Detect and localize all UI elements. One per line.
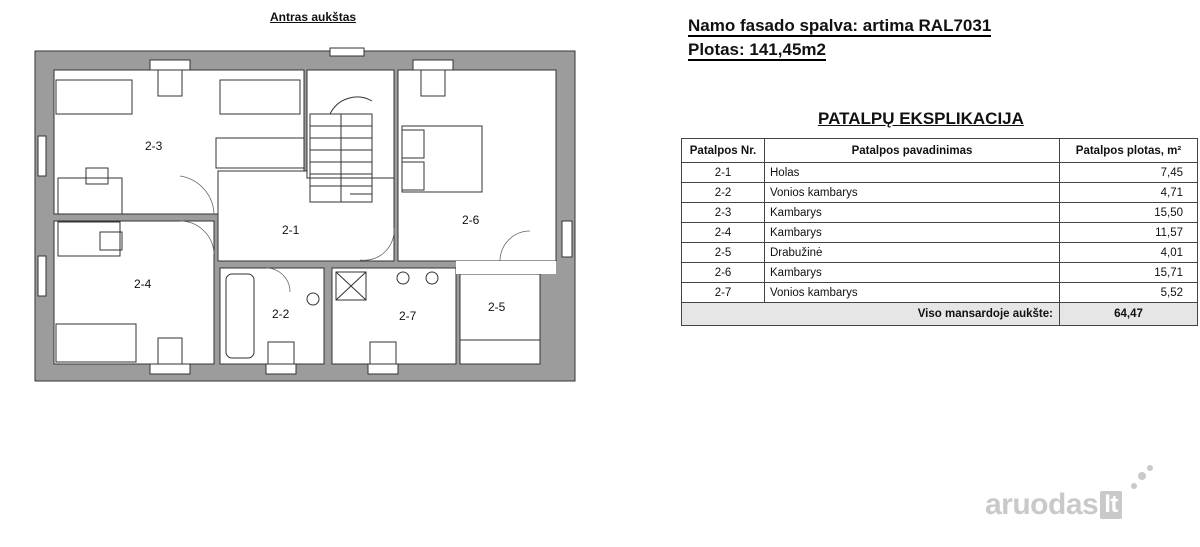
cell-area: 15,71 [1060, 263, 1198, 283]
aruodas-logo: aruodas lt [985, 488, 1122, 522]
room-2-4 [54, 221, 214, 364]
table-row [682, 243, 1198, 263]
header-nr: Patalpos Nr. [682, 139, 765, 163]
rooms-table [681, 138, 1198, 326]
room-label-2-3: 2-3 [145, 139, 163, 153]
logo-dots-icon [1130, 462, 1160, 492]
cell-area: 7,45 [1060, 163, 1198, 183]
room-label-2-7: 2-7 [399, 309, 417, 323]
cell-nr: 2-4 [682, 223, 765, 243]
cell-area: 15,50 [1060, 203, 1198, 223]
cell-area: 4,71 [1060, 183, 1198, 203]
table-row [682, 203, 1198, 223]
table-row [682, 223, 1198, 243]
cell-name: Vonios kambarys [765, 183, 1060, 203]
table-title: PATALPŲ EKSPLIKACIJA [818, 109, 1024, 128]
table-row [682, 163, 1198, 183]
cell-nr: 2-2 [682, 183, 765, 203]
room-2-6 [398, 70, 556, 261]
facade-color: Namo fasado spalva: artima RAL7031 [688, 16, 992, 35]
cell-area: 5,52 [1060, 283, 1198, 303]
cell-name: Kambarys [765, 203, 1060, 223]
table-total-row [682, 303, 1198, 326]
cell-area: 4,01 [1060, 243, 1198, 263]
room-2-1 [218, 171, 394, 261]
floor-plan-drawing [30, 46, 580, 386]
cell-nr: 2-3 [682, 203, 765, 223]
total-value: 64,47 [1060, 303, 1198, 326]
cell-nr: 2-6 [682, 263, 765, 283]
total-label: Viso mansardoje aukšte: [682, 303, 1060, 326]
room-label-2-2: 2-2 [272, 307, 290, 321]
cell-nr: 2-1 [682, 163, 765, 183]
cell-name: Kambarys [765, 263, 1060, 283]
plan-title: Antras aukštas [270, 10, 357, 24]
room-label-2-1: 2-1 [282, 223, 300, 237]
room-label-2-6: 2-6 [462, 213, 480, 227]
floor-plan [30, 46, 580, 386]
cell-name: Drabužinė [765, 243, 1060, 263]
table-row [682, 283, 1198, 303]
cell-area: 11,57 [1060, 223, 1198, 243]
cell-nr: 2-5 [682, 243, 765, 263]
header-name: Patalpos pavadinimas [765, 139, 1060, 163]
cell-name: Holas [765, 163, 1060, 183]
room-label-2-4: 2-4 [134, 277, 152, 291]
total-area: Plotas: 141,45m2 [688, 40, 826, 59]
cell-name: Kambarys [765, 223, 1060, 243]
table-row [682, 263, 1198, 283]
room-label-2-5: 2-5 [488, 300, 506, 314]
table-header-row [682, 139, 1198, 163]
cell-name: Vonios kambarys [765, 283, 1060, 303]
header-area: Patalpos plotas, m² [1060, 139, 1198, 163]
cell-nr: 2-7 [682, 283, 765, 303]
table-row [682, 183, 1198, 203]
